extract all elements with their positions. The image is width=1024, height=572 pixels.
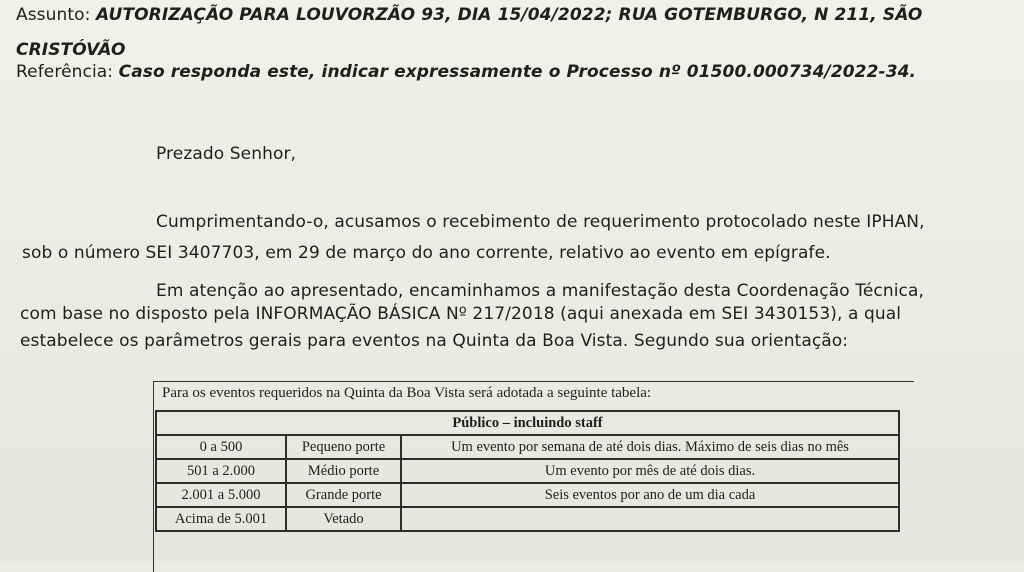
table-cell-range: 501 a 2.000 bbox=[156, 459, 286, 483]
table-cell-rule: Um evento por semana de até dois dias. Máximo de seis dias no mês bbox=[401, 435, 899, 459]
table-header: Público – incluindo staff bbox=[156, 411, 899, 435]
table-cell-range: Acima de 5.001 bbox=[156, 507, 286, 531]
paragraph-1-line-1: Cumprimentando-o, acusamos o recebimento de requerimento protocolado neste IPHAN, bbox=[156, 212, 925, 232]
table-cell-size: Grande porte bbox=[286, 483, 401, 507]
table-cell-rule: Um evento por mês de até dois dias. bbox=[401, 459, 899, 483]
subject-line bbox=[16, 5, 922, 25]
table-row bbox=[156, 507, 899, 531]
paragraph-1-line-2: sob o número SEI 3407703, em 29 de março do ano corrente, relativo ao evento em epígrafe. bbox=[22, 243, 831, 263]
greeting: Prezado Senhor, bbox=[156, 144, 297, 164]
table-cell-rule bbox=[401, 507, 899, 531]
table-cell-rule: Seis eventos por ano de um dia cada bbox=[401, 483, 899, 507]
event-capacity-table bbox=[155, 410, 900, 532]
reference-text: Caso responda este, indicar expressamente o Processo nº 01500.000734/2022-34. bbox=[118, 62, 917, 82]
subject-text-continued: CRISTÓVÃO bbox=[16, 40, 126, 60]
paragraph-2-line-3: estabelece os parâmetros gerais para eventos na Quinta da Boa Vista. Segundo sua orientação: bbox=[20, 331, 849, 351]
table-cell-size: Vetado bbox=[286, 507, 401, 531]
table-row bbox=[156, 459, 899, 483]
quote-intro: Para os eventos requeridos na Quinta da Boa Vista será adotada a seguinte tabela: bbox=[162, 385, 652, 401]
subject-text: AUTORIZAÇÃO PARA LOUVORZÃO 93, DIA 15/04/2022; RUA GOTEMBURGO, N 211, SÃO bbox=[96, 5, 923, 25]
table-cell-range: 0 a 500 bbox=[156, 435, 286, 459]
quoted-excerpt bbox=[153, 381, 914, 572]
paragraph-2-line-1: Em atenção ao apresentado, encaminhamos a manifestação desta Coordenação Técnica, bbox=[156, 281, 925, 301]
table-cell-range: 2.001 a 5.000 bbox=[156, 483, 286, 507]
table-cell-size: Médio porte bbox=[286, 459, 401, 483]
table-row bbox=[156, 435, 899, 459]
subject-label: Assunto: bbox=[16, 5, 96, 25]
reference-line bbox=[16, 62, 916, 82]
table-header-row bbox=[156, 411, 899, 435]
paragraph-2-line-2: com base no disposto pela INFORMAÇÃO BÁSICA Nº 217/2018 (aqui anexada em SEI 3430153), a qual bbox=[20, 304, 902, 324]
table-cell-size: Pequeno porte bbox=[286, 435, 401, 459]
table-row bbox=[156, 483, 899, 507]
reference-label: Referência: bbox=[16, 62, 119, 82]
